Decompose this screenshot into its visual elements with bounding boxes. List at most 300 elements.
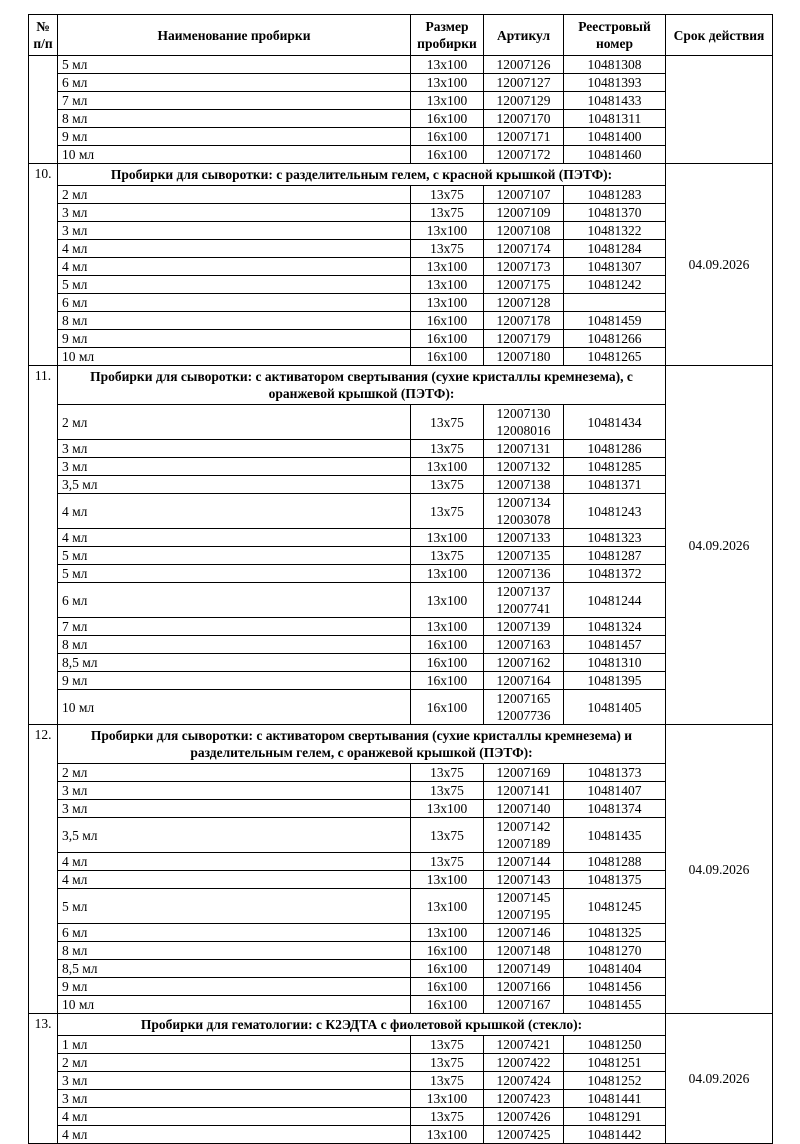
article-cell <box>484 294 564 312</box>
tube-name-cell: 6 мл <box>58 74 411 92</box>
registry-number-cell: 10481372 <box>564 565 666 583</box>
registry-number-cell: 10481250 <box>564 1036 666 1054</box>
registry-number-cell: 10481285 <box>564 458 666 476</box>
tube-name-cell: 2 мл <box>58 186 411 204</box>
article-cell <box>484 960 564 978</box>
table-body <box>29 56 773 1144</box>
registry-number-cell: 10481459 <box>564 312 666 330</box>
tube-size-cell: 13x75 <box>411 1036 484 1054</box>
tube-size-cell: 13x100 <box>411 565 484 583</box>
table-row <box>29 636 773 654</box>
article-cell <box>484 942 564 960</box>
article-cell <box>484 924 564 942</box>
tube-size-cell: 16x100 <box>411 672 484 690</box>
tube-name-cell: 2 мл <box>58 1054 411 1072</box>
article-number: 12007145 <box>496 890 551 905</box>
table-row <box>29 222 773 240</box>
article-cell <box>484 240 564 258</box>
validity-cell: 04.09.2026 <box>666 366 773 725</box>
tube-name-cell: 8,5 мл <box>58 960 411 978</box>
table-row <box>29 146 773 164</box>
tube-size-cell: 16x100 <box>411 960 484 978</box>
tube-size-cell: 16x100 <box>411 978 484 996</box>
registry-number-cell: 10481311 <box>564 110 666 128</box>
section-number-cell: 13. <box>29 1014 58 1144</box>
table-row <box>29 618 773 636</box>
article-number: 12007174 <box>496 241 551 256</box>
registry-number-cell: 10481291 <box>564 1108 666 1126</box>
tube-size-cell: 16x100 <box>411 996 484 1014</box>
section-header-row <box>29 1014 773 1036</box>
tube-name-cell: 6 мл <box>58 294 411 312</box>
registry-number-cell: 10481456 <box>564 978 666 996</box>
tube-name-cell: 3 мл <box>58 1072 411 1090</box>
article-cell <box>484 565 564 583</box>
article-number: 12007134 <box>496 495 551 510</box>
article-cell <box>484 1036 564 1054</box>
tube-name-cell: 4 мл <box>58 1108 411 1126</box>
tube-name-cell: 5 мл <box>58 56 411 74</box>
tube-name-cell: 5 мл <box>58 276 411 294</box>
article-cell <box>484 348 564 366</box>
registry-number-cell: 10481265 <box>564 348 666 366</box>
article-cell <box>484 690 564 725</box>
registry-number-cell: 10481455 <box>564 996 666 1014</box>
article-number: 12007148 <box>496 943 551 958</box>
tube-name-cell: 2 мл <box>58 764 411 782</box>
tube-size-cell: 13x100 <box>411 889 484 924</box>
article-number: 12007142 <box>496 819 551 834</box>
article-number: 12007179 <box>496 331 551 346</box>
article-cell <box>484 330 564 348</box>
tube-size-cell: 13x75 <box>411 405 484 440</box>
table-row <box>29 494 773 529</box>
tube-name-cell: 8 мл <box>58 110 411 128</box>
section-number-cell: 12. <box>29 725 58 1014</box>
tube-size-cell: 13x75 <box>411 440 484 458</box>
section-number-cell <box>29 56 58 164</box>
tube-size-cell: 13x75 <box>411 1072 484 1090</box>
table-row <box>29 458 773 476</box>
tube-name-cell: 3,5 мл <box>58 476 411 494</box>
article-number: 12007421 <box>496 1037 551 1052</box>
article-cell <box>484 672 564 690</box>
article-cell <box>484 871 564 889</box>
tube-size-cell: 13x75 <box>411 240 484 258</box>
registry-number-cell: 10481371 <box>564 476 666 494</box>
section-title-cell: Пробирки для сыворотки: с активатором свертывания (сухие кристаллы кремнезема), с оранжевой крышкой (ПЭТФ): <box>58 366 666 405</box>
tube-name-cell: 10 мл <box>58 690 411 725</box>
table-row <box>29 996 773 1014</box>
registry-number-cell: 10481393 <box>564 74 666 92</box>
article-number: 12007175 <box>496 277 551 292</box>
tube-name-cell: 5 мл <box>58 889 411 924</box>
table-row <box>29 74 773 92</box>
tube-name-cell: 4 мл <box>58 853 411 871</box>
tube-name-cell: 4 мл <box>58 240 411 258</box>
article-number: 12007138 <box>496 477 551 492</box>
registry-number-cell: 10481245 <box>564 889 666 924</box>
table-row <box>29 56 773 74</box>
tube-name-cell: 4 мл <box>58 529 411 547</box>
tube-name-cell: 3 мл <box>58 800 411 818</box>
article-cell <box>484 1126 564 1144</box>
registry-number-cell: 10481434 <box>564 405 666 440</box>
table-row <box>29 1108 773 1126</box>
table-row <box>29 92 773 110</box>
col-header-number: № п/п <box>29 15 58 56</box>
article-number: 12007133 <box>496 530 551 545</box>
article-cell <box>484 978 564 996</box>
tube-size-cell: 13x100 <box>411 222 484 240</box>
table-row <box>29 128 773 146</box>
article-number: 12007424 <box>496 1073 551 1088</box>
registry-number-cell: 10481324 <box>564 618 666 636</box>
registry-number-cell: 10481370 <box>564 204 666 222</box>
table-row <box>29 1126 773 1144</box>
tube-size-cell: 13x100 <box>411 294 484 312</box>
article-cell <box>484 276 564 294</box>
validity-cell: 04.09.2026 <box>666 164 773 366</box>
col-header-size: Размер пробирки <box>411 15 484 56</box>
table-row <box>29 440 773 458</box>
table-row <box>29 294 773 312</box>
article-cell <box>484 258 564 276</box>
tube-size-cell: 13x75 <box>411 764 484 782</box>
validity-cell: 04.09.2026 <box>666 725 773 1014</box>
tube-size-cell: 13x100 <box>411 871 484 889</box>
tube-size-cell: 13x100 <box>411 458 484 476</box>
registry-number-cell: 10481325 <box>564 924 666 942</box>
tube-size-cell: 16x100 <box>411 146 484 164</box>
tube-name-cell: 8 мл <box>58 942 411 960</box>
article-number: 12007165 <box>496 691 551 706</box>
article-number: 12007164 <box>496 673 551 688</box>
tube-name-cell: 4 мл <box>58 1126 411 1144</box>
tube-size-cell: 13x100 <box>411 618 484 636</box>
table-row <box>29 1054 773 1072</box>
table-row <box>29 1072 773 1090</box>
table-row <box>29 110 773 128</box>
tube-size-cell: 13x75 <box>411 818 484 853</box>
registry-number-cell: 10481287 <box>564 547 666 565</box>
tube-size-cell: 13x100 <box>411 1090 484 1108</box>
table-row <box>29 978 773 996</box>
article-number: 12007171 <box>496 129 551 144</box>
article-cell <box>484 110 564 128</box>
tube-name-cell: 3,5 мл <box>58 818 411 853</box>
section-number-cell: 10. <box>29 164 58 366</box>
validity-cell <box>666 56 773 164</box>
tube-name-cell: 5 мл <box>58 565 411 583</box>
article-number: 12007425 <box>496 1127 551 1142</box>
registry-number-cell: 10481242 <box>564 276 666 294</box>
tube-name-cell: 10 мл <box>58 348 411 366</box>
table-row <box>29 672 773 690</box>
section-header-row <box>29 725 773 764</box>
col-header-validity: Срок действия <box>666 15 773 56</box>
registry-number-cell: 10481395 <box>564 672 666 690</box>
article-cell <box>484 186 564 204</box>
section-title-cell: Пробирки для сыворотки: с активатором свертывания (сухие кристаллы кремнезема) и разделительным гелем, с оранжевой крышкой (ПЭТФ): <box>58 725 666 764</box>
article-number: 12007132 <box>496 459 551 474</box>
article-number: 12007162 <box>496 655 551 670</box>
registry-number-cell: 10481441 <box>564 1090 666 1108</box>
article-number: 12007137 <box>496 584 551 599</box>
tube-size-cell: 13x75 <box>411 186 484 204</box>
article-number: 12007189 <box>496 836 551 851</box>
tube-name-cell: 1 мл <box>58 1036 411 1054</box>
article-number: 12007172 <box>496 147 551 162</box>
article-number: 12007741 <box>496 601 551 616</box>
registry-number-cell: 10481288 <box>564 853 666 871</box>
tube-name-cell: 10 мл <box>58 146 411 164</box>
tube-name-cell: 6 мл <box>58 924 411 942</box>
registry-number-cell: 10481400 <box>564 128 666 146</box>
article-cell <box>484 92 564 110</box>
tube-size-cell: 16x100 <box>411 636 484 654</box>
tube-size-cell: 16x100 <box>411 110 484 128</box>
article-number: 12007180 <box>496 349 551 364</box>
article-cell <box>484 1072 564 1090</box>
article-number: 12007139 <box>496 619 551 634</box>
tube-size-cell: 16x100 <box>411 654 484 672</box>
table-row <box>29 764 773 782</box>
registry-number-cell: 10481286 <box>564 440 666 458</box>
tube-name-cell: 9 мл <box>58 330 411 348</box>
article-number: 12007170 <box>496 111 551 126</box>
table-row <box>29 330 773 348</box>
table-row <box>29 565 773 583</box>
tube-size-cell: 13x75 <box>411 782 484 800</box>
col-header-article: Артикул <box>484 15 564 56</box>
article-number: 12003078 <box>496 512 551 527</box>
registry-number-cell: 10481310 <box>564 654 666 672</box>
tube-name-cell: 8 мл <box>58 312 411 330</box>
article-number: 12007422 <box>496 1055 551 1070</box>
tube-name-cell: 3 мл <box>58 458 411 476</box>
article-cell <box>484 782 564 800</box>
registry-number-cell: 10481243 <box>564 494 666 529</box>
registry-number-cell: 10481283 <box>564 186 666 204</box>
article-cell <box>484 312 564 330</box>
table-row <box>29 942 773 960</box>
table-row <box>29 690 773 725</box>
registry-number-cell <box>564 294 666 312</box>
registry-number-cell: 10481308 <box>564 56 666 74</box>
tube-name-cell: 10 мл <box>58 996 411 1014</box>
table-row <box>29 800 773 818</box>
article-number: 12007149 <box>496 961 551 976</box>
table-row <box>29 405 773 440</box>
article-number: 12007129 <box>496 93 551 108</box>
tube-name-cell: 2 мл <box>58 405 411 440</box>
tube-name-cell: 7 мл <box>58 618 411 636</box>
article-number: 12007169 <box>496 765 551 780</box>
registry-number-cell: 10481442 <box>564 1126 666 1144</box>
table-row <box>29 960 773 978</box>
tube-name-cell: 7 мл <box>58 92 411 110</box>
article-number: 12007135 <box>496 548 551 563</box>
article-number: 12007126 <box>496 57 551 72</box>
article-cell <box>484 476 564 494</box>
article-cell <box>484 1090 564 1108</box>
article-number: 12007163 <box>496 637 551 652</box>
registry-number-cell: 10481251 <box>564 1054 666 1072</box>
tube-size-cell: 13x100 <box>411 92 484 110</box>
tube-size-cell: 13x75 <box>411 204 484 222</box>
tube-size-cell: 13x100 <box>411 583 484 618</box>
table-row <box>29 1090 773 1108</box>
table-row <box>29 529 773 547</box>
tube-size-cell: 13x100 <box>411 74 484 92</box>
article-number: 12007136 <box>496 566 551 581</box>
article-cell <box>484 494 564 529</box>
tube-size-cell: 13x75 <box>411 1054 484 1072</box>
article-number: 12007127 <box>496 75 551 90</box>
registry-number-cell: 10481457 <box>564 636 666 654</box>
tube-size-cell: 13x75 <box>411 476 484 494</box>
tube-name-cell: 3 мл <box>58 222 411 240</box>
registry-number-cell: 10481266 <box>564 330 666 348</box>
registry-number-cell: 10481433 <box>564 92 666 110</box>
article-number: 12007108 <box>496 223 551 238</box>
validity-cell: 04.09.2026 <box>666 1014 773 1144</box>
tube-size-cell: 13x100 <box>411 924 484 942</box>
tube-size-cell: 13x100 <box>411 800 484 818</box>
section-header-row <box>29 366 773 405</box>
table-row <box>29 276 773 294</box>
table-row <box>29 924 773 942</box>
registry-number-cell: 10481284 <box>564 240 666 258</box>
tube-name-cell: 6 мл <box>58 583 411 618</box>
table-row <box>29 348 773 366</box>
article-number: 12007146 <box>496 925 551 940</box>
registry-number-cell: 10481405 <box>564 690 666 725</box>
col-header-registry: Реестровый номер <box>564 15 666 56</box>
article-cell <box>484 128 564 146</box>
tube-size-cell: 16x100 <box>411 330 484 348</box>
article-cell <box>484 764 564 782</box>
article-cell <box>484 853 564 871</box>
article-cell <box>484 1054 564 1072</box>
article-number: 12007423 <box>496 1091 551 1106</box>
article-cell <box>484 458 564 476</box>
table-row <box>29 204 773 222</box>
tube-size-cell: 13x75 <box>411 853 484 871</box>
tube-registry-table <box>28 14 773 1144</box>
article-cell <box>484 146 564 164</box>
registry-number-cell: 10481322 <box>564 222 666 240</box>
tube-size-cell: 13x75 <box>411 494 484 529</box>
tube-name-cell: 4 мл <box>58 871 411 889</box>
table-row <box>29 547 773 565</box>
tube-name-cell: 3 мл <box>58 782 411 800</box>
tube-size-cell: 16x100 <box>411 348 484 366</box>
article-number: 12007131 <box>496 441 551 456</box>
registry-number-cell: 10481374 <box>564 800 666 818</box>
article-cell <box>484 74 564 92</box>
registry-number-cell: 10481407 <box>564 782 666 800</box>
article-cell <box>484 204 564 222</box>
tube-size-cell: 16x100 <box>411 942 484 960</box>
article-cell <box>484 56 564 74</box>
tube-size-cell: 16x100 <box>411 312 484 330</box>
table-header-row <box>29 15 773 56</box>
article-number: 12007107 <box>496 187 551 202</box>
table-row <box>29 312 773 330</box>
article-cell <box>484 636 564 654</box>
tube-name-cell: 9 мл <box>58 128 411 146</box>
article-cell <box>484 405 564 440</box>
tube-size-cell: 13x75 <box>411 1108 484 1126</box>
tube-size-cell: 13x100 <box>411 276 484 294</box>
tube-name-cell: 9 мл <box>58 978 411 996</box>
registry-number-cell: 10481307 <box>564 258 666 276</box>
table-row <box>29 240 773 258</box>
tube-size-cell: 13x100 <box>411 258 484 276</box>
article-cell <box>484 529 564 547</box>
article-number: 12008016 <box>496 423 551 438</box>
tube-name-cell: 4 мл <box>58 494 411 529</box>
tube-size-cell: 16x100 <box>411 128 484 146</box>
article-cell <box>484 222 564 240</box>
registry-number-cell: 10481404 <box>564 960 666 978</box>
tube-name-cell: 3 мл <box>58 204 411 222</box>
article-cell <box>484 889 564 924</box>
article-cell <box>484 440 564 458</box>
registry-number-cell: 10481252 <box>564 1072 666 1090</box>
col-header-name: Наименование пробирки <box>58 15 411 56</box>
article-cell <box>484 1108 564 1126</box>
registry-number-cell: 10481323 <box>564 529 666 547</box>
article-number: 12007144 <box>496 854 551 869</box>
tube-size-cell: 13x100 <box>411 529 484 547</box>
article-number: 12007128 <box>496 295 551 310</box>
registry-number-cell: 10481460 <box>564 146 666 164</box>
tube-name-cell: 8,5 мл <box>58 654 411 672</box>
article-number: 12007178 <box>496 313 551 328</box>
article-number: 12007166 <box>496 979 551 994</box>
registry-number-cell: 10481435 <box>564 818 666 853</box>
table-row <box>29 853 773 871</box>
section-title-cell: Пробирки для гематологии: с К2ЭДТА с фиолетовой крышкой (стекло): <box>58 1014 666 1036</box>
table-row <box>29 871 773 889</box>
article-number: 12007143 <box>496 872 551 887</box>
table-row <box>29 476 773 494</box>
article-cell <box>484 583 564 618</box>
section-header-row <box>29 164 773 186</box>
table-row <box>29 889 773 924</box>
section-number-cell: 11. <box>29 366 58 725</box>
tube-name-cell: 3 мл <box>58 440 411 458</box>
tube-size-cell: 16x100 <box>411 690 484 725</box>
tube-name-cell: 9 мл <box>58 672 411 690</box>
article-number: 12007109 <box>496 205 551 220</box>
article-cell <box>484 618 564 636</box>
table-row <box>29 782 773 800</box>
article-number: 12007130 <box>496 406 551 421</box>
article-number: 12007173 <box>496 259 551 274</box>
table-row <box>29 654 773 672</box>
article-cell <box>484 800 564 818</box>
article-cell <box>484 818 564 853</box>
table-row <box>29 1036 773 1054</box>
tube-name-cell: 3 мл <box>58 1090 411 1108</box>
tube-name-cell: 4 мл <box>58 258 411 276</box>
article-cell <box>484 547 564 565</box>
article-number: 12007736 <box>496 708 551 723</box>
